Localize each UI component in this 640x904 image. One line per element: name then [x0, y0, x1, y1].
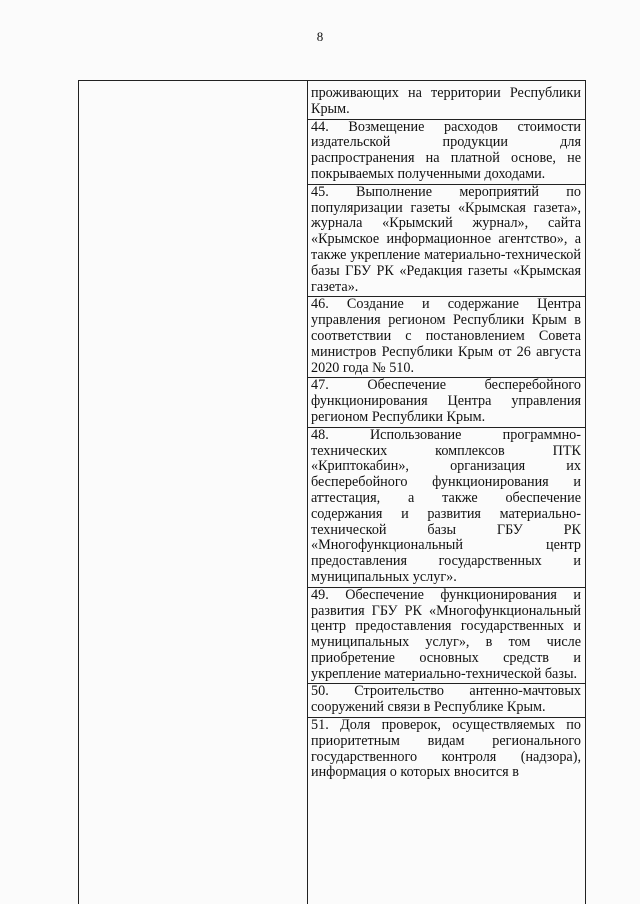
table-row: 47. Обеспечение бесперебойного функционирования Центра управления регионом Республики Крым.	[308, 378, 585, 427]
table-row: проживающих на территории Республики Крым.	[308, 81, 585, 120]
table-left-column	[79, 81, 308, 904]
table-row: 46. Создание и содержание Центра управления регионом Республики Крым в соответствии с постановлением Совета министров Республики Крым от 26 августа 2020 года № 510.	[308, 297, 585, 378]
document-table	[78, 80, 586, 904]
page-number: 8	[316, 29, 324, 44]
table-row: 50. Строительство антенно-мачтовых сооружений связи в Республике Крым.	[308, 684, 585, 718]
table-row: 44. Возмещение расходов стоимости издательской продукции для распространения на платной основе, не покрываемых полученными доходами.	[308, 120, 585, 185]
table-row: 49. Обеспечение функционирования и развития ГБУ РК «Многофункциональный центр предоставления государственных и муниципальных услуг», в том числе приобретение основных средств и укрепление материально-технической базы.	[308, 588, 585, 685]
table-row: 51. Доля проверок, осуществляемых по приоритетным видам регионального государственного контроля (надзора), информация о которых вносится в	[311, 717, 581, 781]
table-right-column	[308, 81, 585, 904]
table-row: 45. Выполнение мероприятий по популяризации газеты «Крымская газета», журнала «Крымский журнал», сайта «Крымское информационное агентство», а также укрепление материально-технической базы ГБУ РК «Редакция газеты «Крымская газета».	[308, 185, 585, 298]
table-row: 48. Использование программно-технических комплексов ПТК «Криптокабин», организация их бесперебойного функционирования и аттестация, а также обеспечение содержания и развития материально-технической базы ГБУ РК «Многофункциональный центр предоставления государственных и муниципальных услуг».	[308, 428, 585, 588]
